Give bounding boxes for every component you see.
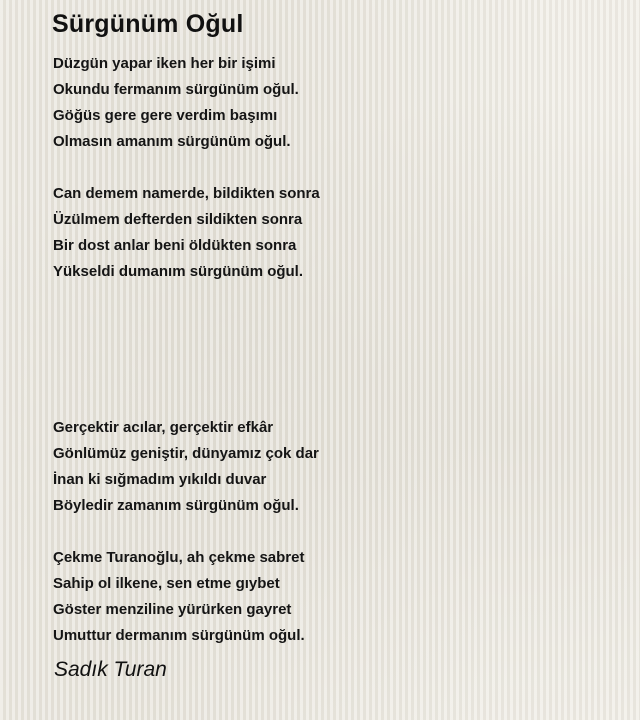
stanza-1 (53, 51, 613, 155)
poem-line: Okundu fermanım sürgünüm oğul. (53, 81, 299, 98)
poem-line: Göster menziline yürürken gayret (53, 601, 292, 618)
poem-line: Üzülmem defterden sildikten sonra (53, 211, 303, 228)
stanza-3 (53, 415, 613, 519)
poem-line: Umuttur dermanım sürgünüm oğul. (53, 627, 305, 644)
stanza-spacer (53, 519, 613, 545)
stanza-spacer (53, 285, 613, 415)
poem-line: Olmasın amanım sürgünüm oğul. (53, 133, 291, 150)
poem-line: Göğüs gere gere verdim başımı (53, 107, 278, 124)
poem-title: Sürgünüm Oğul (52, 10, 244, 38)
poem-line: Böyledir zamanım sürgünüm oğul. (53, 497, 299, 514)
poem-line: Yükseldi dumanım sürgünüm oğul. (53, 263, 304, 280)
stanza-2 (53, 181, 613, 285)
poem-line: İnan ki sığmadım yıkıldı duvar (53, 471, 267, 488)
poem-line: Gerçektir acılar, gerçektir efkâr (53, 419, 274, 436)
poem-line: Bir dost anlar beni öldükten sonra (53, 237, 297, 254)
poem-body (53, 51, 613, 649)
poem-author: Sadık Turan (54, 658, 167, 681)
poem-line: Çekme Turanoğlu, ah çekme sabret (53, 549, 305, 566)
poem-line: Düzgün yapar iken her bir işimi (53, 55, 276, 72)
stanza-4 (53, 545, 613, 649)
stanza-spacer (53, 155, 613, 181)
poem-line: Sahip ol ilkene, sen etme gıybet (53, 575, 280, 592)
poem-line: Gönlümüz geniştir, dünyamız çok dar (53, 445, 319, 462)
poem-line: Can demem namerde, bildikten sonra (53, 185, 320, 202)
